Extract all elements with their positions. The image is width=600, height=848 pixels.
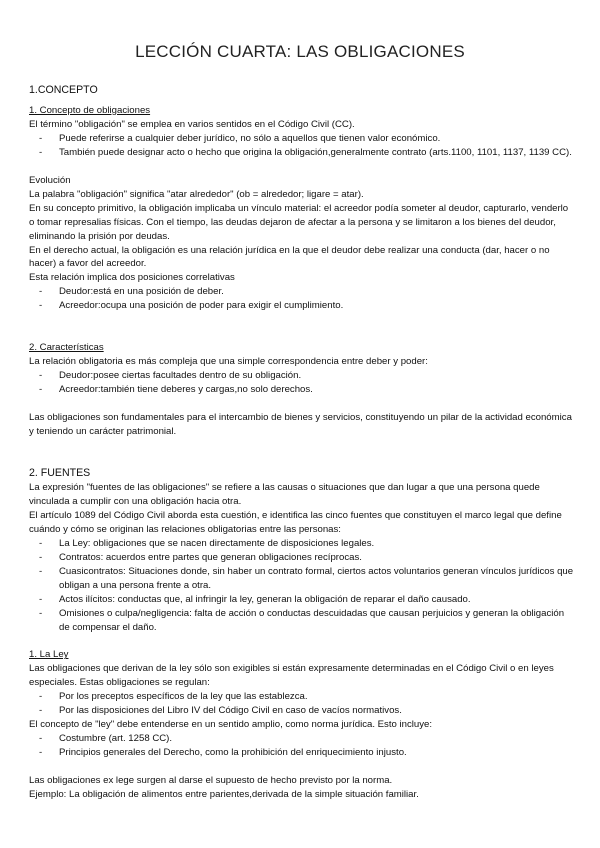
list-item: - Principios generales del Derecho, como la prohibición del enriquecimiento injusto. bbox=[29, 746, 574, 760]
paragraph: En su concepto primitivo, la obligación implicaba un vínculo material: el acreedor podía someter al deudor, capturarlo, venderlo o tomar represalias físicas. Con el tiempo, las deudas dejaron de afectar a la persona y se limitaron a los bienes del deudor, eliminando la prisión por deudas. bbox=[29, 202, 569, 242]
subsection-heading-ley: 1. La Ley bbox=[29, 649, 69, 661]
document-body bbox=[29, 84, 574, 802]
list-item: - La Ley: obligaciones que se nacen directamente de disposiciones legales. bbox=[29, 537, 574, 551]
list-item: - También puede designar acto o hecho que origina la obligación,generalmente contrato (arts.1100, 1101, 1137, 1139 CC). bbox=[29, 146, 574, 160]
subsection-heading-caracteristicas: 2. Características bbox=[29, 342, 104, 354]
bullet-list bbox=[29, 690, 574, 718]
bullet-list bbox=[29, 537, 574, 635]
bullet-list bbox=[29, 285, 574, 313]
subsection-heading-concepto: 1. Concepto de obligaciones bbox=[29, 104, 151, 116]
section-heading-fuentes: 2. FUENTES bbox=[29, 467, 91, 480]
list-item: - Puede referirse a cualquier deber jurídico, no sólo a aquellos que tienen valor económico. bbox=[29, 132, 574, 146]
paragraph: La relación obligatoria es más compleja que una simple correspondencia entre deber y poder: bbox=[29, 356, 428, 368]
paragraph: El término "obligación" se emplea en varios sentidos en el Código Civil (CC). bbox=[29, 118, 355, 130]
paragraph: Ejemplo: La obligación de alimentos entre parientes,derivada de la simple situación familiar. bbox=[29, 789, 419, 801]
list-item: - Deudor:está en una posición de deber. bbox=[29, 285, 574, 299]
paragraph: El artículo 1089 del Código Civil aborda esta cuestión, e identifica las cinco fuentes que constituyen el marco legal que define cuándo y cómo se originan las relaciones obligatorias entre las personas: bbox=[29, 509, 562, 535]
list-item: - Por las disposiciones del Libro IV del Código Civil en caso de vacíos normativos. bbox=[29, 704, 574, 718]
paragraph: La expresión "fuentes de las obligaciones" se refiere a las causas o situaciones que dan lugar a que una persona quede vinculada a cumplir con una obligación hacia otra. bbox=[29, 481, 540, 507]
list-item: - Deudor:posee ciertas facultades dentro de su obligación. bbox=[29, 369, 574, 383]
list-item: - Por los preceptos específicos de la ley que las establezca. bbox=[29, 690, 574, 704]
bullet-list bbox=[29, 132, 574, 160]
section-heading-concepto: 1.CONCEPTO bbox=[29, 84, 98, 96]
paragraph: Las obligaciones son fundamentales para el intercambio de bienes y servicios, constituyendo un pilar de la actividad económica y teniendo un carácter patrimonial. bbox=[29, 412, 572, 438]
list-item: - Actos ilícitos: conductas que, al infringir la ley, generan la obligación de reparar el daño causado. bbox=[29, 593, 574, 607]
page-title: LECCIÓN CUARTA: LAS OBLIGACIONES bbox=[135, 42, 465, 61]
subsection-heading-evolucion: Evolución bbox=[29, 174, 71, 186]
paragraph: Las obligaciones que derivan de la ley sólo son exigibles si están expresamente determinadas en el Código Civil o en leyes especiales. Estas obligaciones se regulan: bbox=[29, 663, 554, 689]
paragraph: En el derecho actual, la obligación es una relación jurídica en la que el deudor debe realizar una conducta (dar, hacer o no hacer) a favor del acreedor. bbox=[29, 244, 550, 270]
bullet-list bbox=[29, 369, 574, 397]
paragraph: Esta relación implica dos posiciones correlativas bbox=[29, 272, 235, 284]
paragraph: El concepto de "ley" debe entenderse en un sentido amplio, como norma jurídica. Esto incluye: bbox=[29, 719, 433, 731]
list-item: - Cuasicontratos: Situaciones donde, sin haber un contrato formal, ciertos actos voluntarios generan vínculos jurídicos que obligan a una persona frente a otra. bbox=[29, 565, 574, 593]
list-item: - Omisiones o culpa/negligencia: falta de acción o conductas descuidadas que causan perjuicios y generan la obligación de compensar el daño. bbox=[29, 607, 574, 635]
bullet-list bbox=[29, 732, 574, 760]
paragraph: La palabra "obligación" significa "atar alrededor" (ob = alrededor; ligare = atar). bbox=[29, 188, 364, 200]
list-item: - Acreedor:también tiene deberes y cargas,no solo derechos. bbox=[29, 383, 574, 397]
list-item: - Costumbre (art. 1258 CC). bbox=[29, 732, 574, 746]
list-item: - Acreedor:ocupa una posición de poder para exigir el cumplimiento. bbox=[29, 299, 574, 313]
list-item: - Contratos: acuerdos entre partes que generan obligaciones recíprocas. bbox=[29, 551, 574, 565]
paragraph: Las obligaciones ex lege surgen al darse el supuesto de hecho previsto por la norma. bbox=[29, 775, 393, 787]
